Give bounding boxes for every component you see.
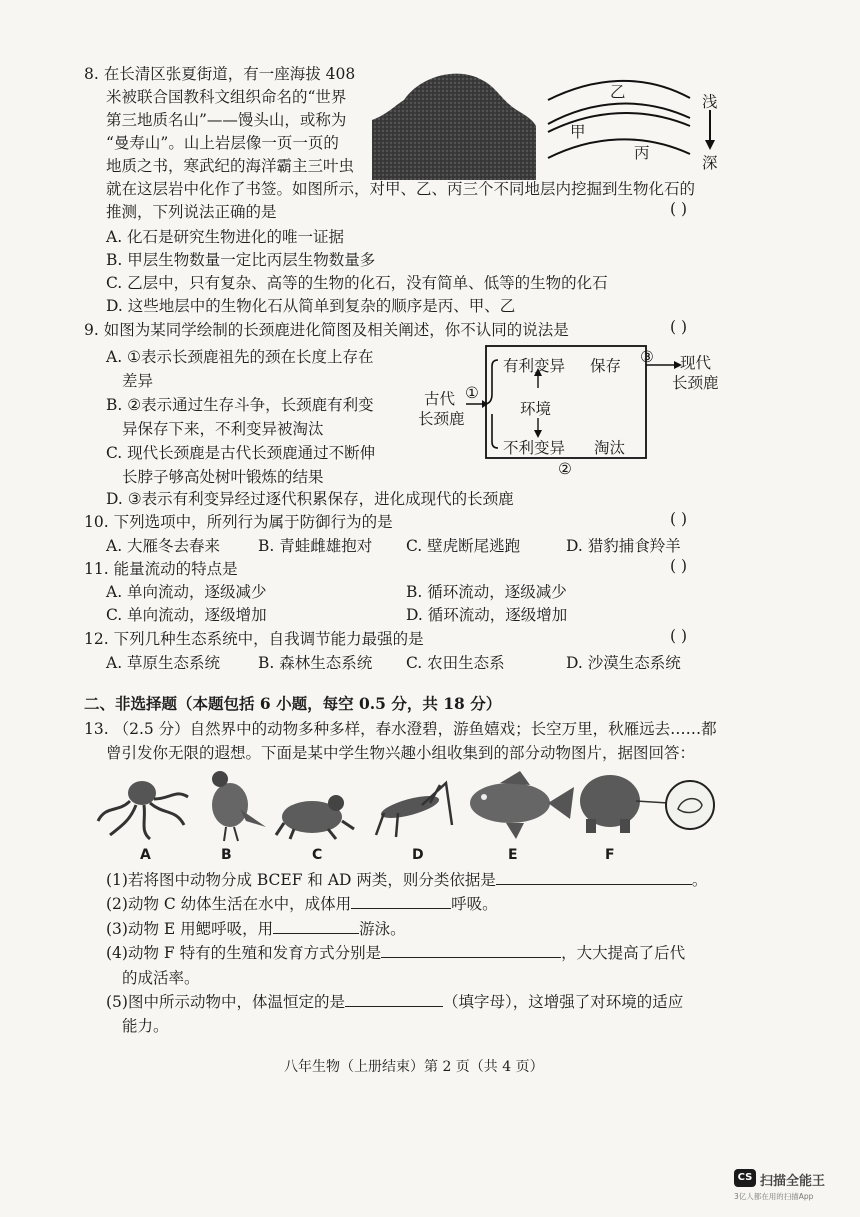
animal-label-b: B	[221, 847, 232, 863]
q9-answer-paren: ( )	[670, 318, 688, 336]
q13-sub-1	[106, 868, 707, 890]
q13-answer-blank-4[interactable]	[381, 943, 561, 958]
ancient-giraffe-label-2: 长颈鹿	[418, 410, 465, 428]
animal-label-e: E	[508, 847, 518, 863]
section-2-heading: 二、非选择题（本题包括 6 小题，每空 0.5 分，共 18 分）	[84, 694, 502, 713]
q13-sub-5-text: (5)图中所示动物中，体温恒定的是	[106, 993, 345, 1011]
q9-option-c-2: 长脖子够高处树叶锻炼的结果	[122, 468, 324, 486]
q11-stem: 11. 能量流动的特点是	[84, 560, 238, 578]
animal-label-f: F	[605, 847, 615, 863]
q9-option-c-1: C. 现代长颈鹿是古代长颈鹿通过不断伸	[106, 444, 376, 462]
q13-sub-1-end: 。	[691, 871, 708, 889]
circle-1-label: ①	[465, 384, 479, 402]
grasshopper-image	[376, 783, 452, 837]
mountain-image	[372, 74, 536, 180]
depth-arrow-head	[705, 140, 715, 150]
q13-stem-2: 曾引发你无限的遐想。下面是某中学生物兴趣小组收集到的部分动物图片，据图回答：	[106, 744, 696, 762]
q11-option-b: B. 循环流动，逐级减少	[406, 583, 567, 601]
modern-giraffe-label-1: 现代	[680, 354, 712, 372]
q13-sub-5	[106, 990, 683, 1012]
q12-option-a: A. 草原生态系统	[106, 654, 221, 672]
q8-line-6: 就在这层岩中化作了书签。如图所示，对甲、乙、丙三个不同地层内挖掘到生物化石的	[106, 180, 696, 198]
q13-answer-blank-5[interactable]	[345, 992, 443, 1007]
stratum-label-bing: 丙	[634, 144, 650, 162]
q9-option-d: D. ③表示有利变异经过逐代积累保存，进化成现代的长颈鹿	[106, 490, 514, 508]
scanner-logo-badge: CS	[734, 1169, 756, 1187]
mountain-strata-figure	[370, 62, 720, 182]
scanner-tagline: 3亿人都在用的扫描App	[734, 1192, 814, 1201]
animal-label-c: C	[312, 847, 323, 863]
ancient-giraffe-label-1: 古代	[424, 390, 456, 408]
scanner-watermark	[734, 1169, 842, 1205]
q11-answer-paren: ( )	[670, 557, 688, 575]
q13-sub-4	[106, 941, 685, 963]
unfavorable-variation-label: 不利变异	[503, 439, 566, 457]
q10-answer-paren: ( )	[670, 510, 688, 528]
depth-label-shallow: 浅	[702, 93, 718, 111]
depth-label-deep: 深	[702, 154, 718, 172]
q10-option-c: C. 壁虎断尾逃跑	[406, 537, 521, 555]
q12-stem: 12. 下列几种生态系统中，自我调节能力最强的是	[84, 630, 424, 648]
q13-sub-4-text: (4)动物 F 特有的生殖和发育方式分别是	[106, 944, 382, 962]
favorable-variation-label: 有利变异	[503, 357, 566, 375]
q13-sub-1-text: (1)若将图中动物分成 BCEF 和 AD 两类，则分类依据是	[106, 871, 496, 889]
q11-option-a: A. 单向流动，逐级减少	[106, 583, 267, 601]
q9-option-b-1: B. ②表示通过生存斗争，长颈鹿有利变	[106, 396, 374, 414]
q9-stem: 9. 如图为某同学绘制的长颈鹿进化简图及相关阐述，你不认同的说法是	[84, 321, 569, 339]
q10-option-d: D. 猎豹捕食羚羊	[566, 537, 681, 555]
q8-line-4: “曼寿山”。山上岩层像一页一页的	[106, 134, 339, 152]
q13-answer-blank-3[interactable]	[273, 919, 359, 934]
embryo-detail-image	[636, 781, 714, 829]
q13-answer-blank-2[interactable]	[351, 894, 451, 909]
page-footer: 八年生物（上册结束）第 2 页（共 4 页）	[284, 1059, 544, 1075]
q8-line-5: 地质之书，寒武纪的海洋霸主三叶虫	[106, 157, 355, 175]
q8-line-7: 推测，下列说法正确的是	[106, 203, 277, 221]
q13-sub-5-end: （填字母），这增强了对环境的适应	[442, 993, 684, 1011]
scanner-app-name: 扫描全能王	[760, 1174, 826, 1189]
q13-sub-3-end: 游泳。	[359, 920, 406, 938]
mammal-image	[580, 775, 640, 833]
q13-sub-4-continuation: 的成活率。	[122, 969, 200, 987]
stratum-line-4	[548, 139, 690, 158]
q12-option-b: B. 森林生态系统	[258, 654, 373, 672]
q9-option-a-2: 差异	[122, 372, 154, 390]
q13-sub-5-continuation: 能力。	[122, 1017, 169, 1035]
q8-option-b: B. 甲层生物数量一定比丙层生物数量多	[106, 251, 376, 269]
animal-label-d: D	[412, 847, 424, 863]
q8-option-d: D. 这些地层中的生物化石从简单到复杂的顺序是丙、甲、乙	[106, 297, 516, 315]
q13-answer-blank-1[interactable]	[496, 870, 692, 885]
pigeon-image	[212, 771, 266, 841]
stratum-label-jia: 甲	[570, 123, 586, 141]
q10-option-a: A. 大雁冬去春来	[106, 537, 221, 555]
modern-giraffe-label-2: 长颈鹿	[672, 374, 719, 392]
preserve-label: 保存	[590, 357, 622, 375]
q13-sub-2	[106, 892, 498, 914]
eliminate-label: 淘汰	[594, 439, 626, 457]
q12-option-d: D. 沙漠生态系统	[566, 654, 681, 672]
fish-image	[470, 771, 574, 839]
q13-stem-1: 13. （2.5 分）自然界中的动物多种多样，春水澄碧，游鱼嬉戏；长空万里，秋雁远去……都	[84, 720, 717, 738]
q9-option-a-1: A. ①表示长颈鹿祖先的颈在长度上存在	[106, 348, 374, 366]
circle-3-label: ③	[640, 348, 654, 366]
environment-label: 环境	[520, 400, 552, 418]
animal-label-a: A	[140, 847, 151, 863]
q9-option-b-2: 异保存下来，不利变异被淘汰	[122, 420, 324, 438]
animal-pictures	[80, 765, 720, 845]
q11-option-d: D. 循环流动，逐级增加	[406, 606, 568, 624]
q13-sub-2-end: 呼吸。	[451, 895, 498, 913]
q8-line-2: 米被联合国教科文组织命名的“世界	[106, 88, 347, 106]
q10-stem: 10. 下列选项中，所列行为属于防御行为的是	[84, 513, 393, 531]
frog-image	[276, 795, 354, 839]
q13-sub-4-end: ，大大提高了后代	[561, 944, 686, 962]
q11-option-c: C. 单向流动，逐级增加	[106, 606, 267, 624]
circle-2-label: ②	[558, 460, 572, 478]
stratum-label-yi: 乙	[610, 83, 626, 101]
q10-option-b: B. 青蛙雌雄抱对	[258, 537, 373, 555]
q12-answer-paren: ( )	[670, 627, 688, 645]
octopus-image	[98, 781, 188, 839]
q8-line-3: 第三地质名山”——馒头山，或称为	[106, 111, 347, 129]
q8-answer-paren: ( )	[670, 200, 688, 218]
q12-option-c: C. 农田生态系	[406, 654, 505, 672]
q13-sub-3-text: (3)动物 E 用鳃呼吸，用	[106, 920, 274, 938]
q13-sub-3	[106, 917, 406, 939]
q8-option-a: A. 化石是研究生物进化的唯一证据	[106, 228, 345, 246]
q13-sub-2-text: (2)动物 C 幼体生活在水中，成体用	[106, 895, 352, 913]
q8-option-c: C. 乙层中，只有复杂、高等的生物的化石，没有简单、低等的生物的化石	[106, 274, 608, 292]
q8-line-1: 8. 在长清区张夏街道，有一座海拔 408	[84, 65, 356, 83]
